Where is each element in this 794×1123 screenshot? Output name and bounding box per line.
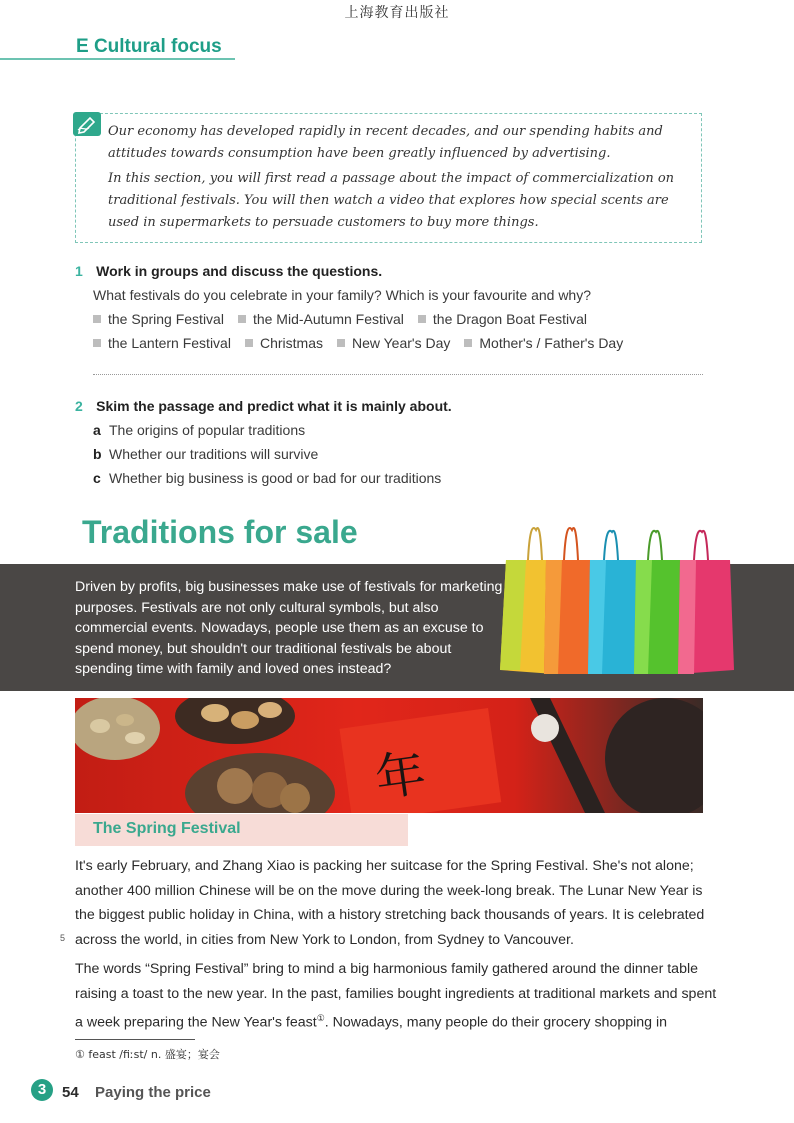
article-subheading: The Spring Festival (93, 820, 241, 837)
choice-a: a The origins of popular traditions (93, 422, 306, 438)
page-number: 54 (62, 1084, 79, 1101)
article-lead: Driven by profits, big businesses make use of festivals for marketing purposes. Festivals are not only cultural symbols, but also commercial events. Nowadays, people use them as an excuse to spend money, but shouldn't our traditional festivals be about spending time with family and loved ones instead? (75, 579, 503, 677)
section-heading: E Cultural focus (76, 36, 222, 57)
unit-title: Paying the price (95, 1084, 211, 1101)
shopping-bags-image (498, 520, 738, 680)
footnote: ① feast /fiːst/ n. 盛宴；宴会 (75, 1048, 220, 1061)
photo-character: 年 (371, 743, 430, 809)
festival-option: the Spring Festival (93, 311, 224, 327)
bullet-square-icon (238, 315, 246, 323)
bullet-square-icon (93, 339, 101, 347)
bullet-square-icon (245, 339, 253, 347)
article-title: Traditions for sale (82, 514, 358, 550)
intro-paragraph: In this section, you will first read a passage about the impact of commercialization on traditional festivals. You will then watch a video that explores how special scents are used in supermarkets to persuade customers to buy more things. (108, 171, 675, 230)
article-paragraph-1: It's early February, and Zhang Xiao is packing her suitcase for the Spring Festival. She's not alone; another 400 million Chinese will be on the move during the week-long break. The Lunar New Year is the biggest public holiday in China, with a history stretching back thousands of years. It is celebrated across the world, in cities from New York to London, from Sydney to Vancouver. (75, 858, 705, 948)
pen-note-icon (73, 112, 101, 136)
task-number: 1 (75, 263, 83, 279)
choice-b: b Whether our traditions will survive (93, 446, 319, 462)
festival-option: Christmas (245, 335, 323, 351)
festival-option: the Lantern Festival (93, 335, 231, 351)
task-title: Work in groups and discuss the questions. (96, 263, 383, 279)
festival-option: New Year's Day (337, 335, 450, 351)
festival-option: Mother's / Father's Day (464, 335, 623, 351)
festival-options-row-1 (93, 311, 587, 327)
bullet-square-icon (337, 339, 345, 347)
festival-options-row-2 (93, 335, 623, 351)
task-2-heading (75, 398, 452, 416)
section-underline (0, 58, 235, 60)
footnote-rule (75, 1039, 195, 1040)
task-title: Skim the passage and predict what it is mainly about. (96, 398, 452, 414)
line-number: 5 (60, 933, 66, 943)
answer-line (93, 374, 703, 375)
festival-option: the Dragon Boat Festival (418, 311, 587, 327)
festival-option: the Mid-Autumn Festival (238, 311, 404, 327)
spring-festival-photo (75, 698, 703, 813)
task-number: 2 (75, 398, 83, 414)
footnote-marker: ① (316, 1013, 325, 1023)
intro-paragraph: Our economy has developed rapidly in recent decades, and our spending habits and attitudes towards consumption have been greatly influenced by advertising. (108, 124, 663, 161)
publisher-header: 上海教育出版社 (344, 5, 450, 21)
choice-c: c Whether big business is good or bad for our traditions (93, 470, 442, 486)
bullet-square-icon (464, 339, 472, 347)
task-1-heading (75, 263, 382, 281)
bullet-square-icon (418, 315, 426, 323)
article-paragraph-2: The words “Spring Festival” bring to mind a big harmonious family gathered around the dinner table raising a toast to the new year. In the past, families bought ingredients at traditional markets and spent a week preparing the New Year's feast①. Nowadays, many people do their grocery shopping in (75, 961, 717, 1031)
task-1-question: What festivals do you celebrate in your family? Which is your favourite and why? (93, 287, 592, 303)
intro-text (108, 121, 698, 237)
unit-badge: 3 (31, 1079, 53, 1101)
bullet-square-icon (93, 315, 101, 323)
